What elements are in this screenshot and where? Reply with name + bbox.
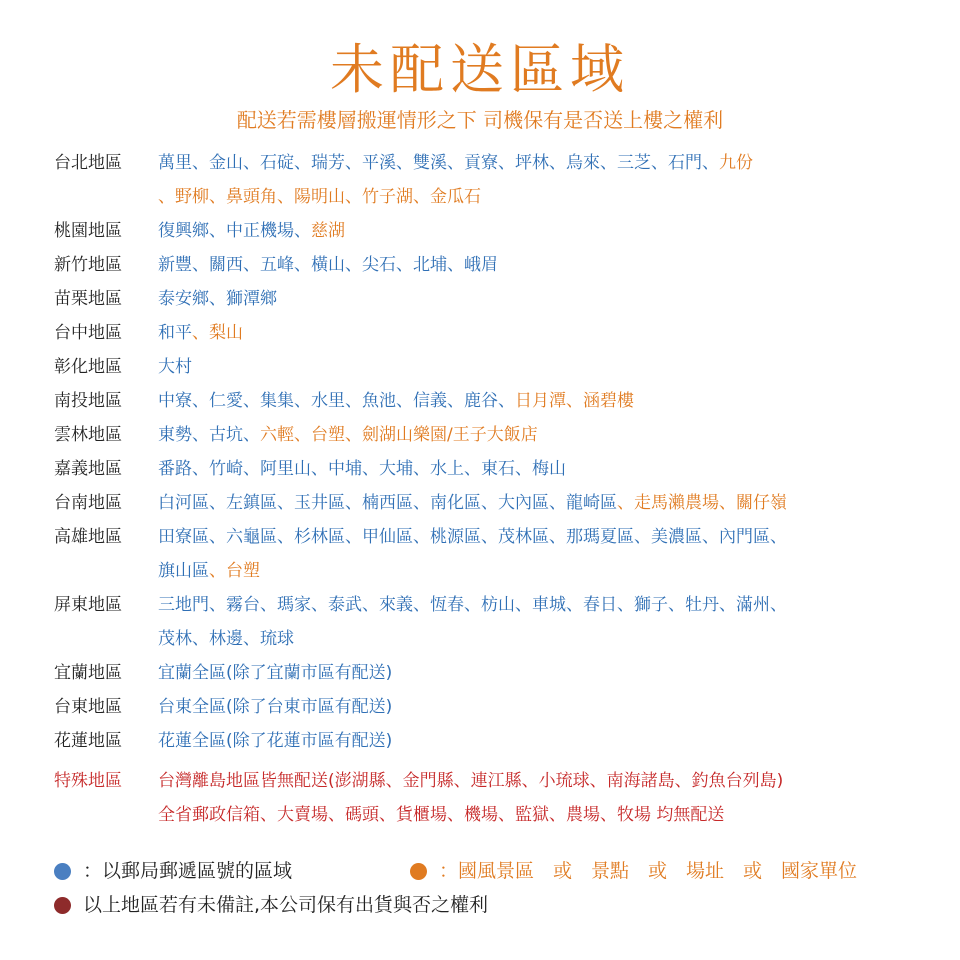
region-areas-line <box>158 764 934 798</box>
region-areas <box>158 520 934 588</box>
area-segment: 宜蘭全區(除了宜蘭市區有配送) <box>158 663 393 683</box>
area-segment: 萬里、金山、石碇、瑞芳、平溪、雙溪、貢寮、坪林、烏來、三芝、石門、 <box>158 153 719 173</box>
region-areas-line <box>158 214 934 248</box>
region-areas <box>158 486 934 520</box>
region-label: 特殊地區 <box>54 771 122 791</box>
legend <box>54 856 934 926</box>
region-areas-line <box>158 282 934 316</box>
region-areas-line <box>158 180 934 214</box>
region-row <box>54 214 934 248</box>
region-areas <box>158 418 934 452</box>
area-segment: 大村 <box>158 357 192 377</box>
area-segment: 新豐、關西、五峰、橫山、尖石、北埔、峨眉 <box>158 255 498 275</box>
area-segment: 三地門、霧台、瑪家、泰武、來義、恆春、枋山、車城、春日、獅子、牡丹、滿州、 <box>158 595 787 615</box>
region-row <box>54 520 934 588</box>
area-segment: 旗山區 <box>158 561 209 581</box>
region-label: 新竹地區 <box>54 255 122 275</box>
region-areas <box>158 452 934 486</box>
area-segment: 、台塑 <box>209 561 260 581</box>
region-label: 台南地區 <box>54 493 122 513</box>
area-segment: 、野柳、鼻頭角、陽明山、竹子湖、金瓜石 <box>158 187 481 207</box>
area-segment: 慈湖 <box>311 221 345 241</box>
region-label: 雲林地區 <box>54 425 122 445</box>
area-segment: 復興鄉、中正機場、 <box>158 221 311 241</box>
region-areas-line <box>158 690 934 724</box>
page-subtitle: 配送若需樓層搬運情形之下 司機保有是否送上樓之權利 <box>236 108 724 132</box>
legend-item-orange <box>410 856 857 886</box>
region-areas-line <box>158 486 934 520</box>
region-areas-line <box>158 452 934 486</box>
region-label: 桃園地區 <box>54 221 122 241</box>
region-row <box>54 656 934 690</box>
region-row <box>54 690 934 724</box>
region-label: 屏東地區 <box>54 595 122 615</box>
region-areas <box>158 724 934 758</box>
blue-dot-icon <box>54 863 71 880</box>
region-areas-line <box>158 384 934 418</box>
region-areas <box>158 214 934 248</box>
region-areas-line <box>158 248 934 282</box>
orange-dot-icon <box>410 863 427 880</box>
area-segment: 、梨山 <box>192 323 243 343</box>
region-areas <box>158 248 934 282</box>
region-row <box>54 282 934 316</box>
region-row <box>54 452 934 486</box>
legend-red-text: 以上地區若有未備註,本公司保有出貨與否之權利 <box>83 894 489 916</box>
page-title: 未配送區域 <box>330 38 630 101</box>
legend-item-blue <box>54 856 292 886</box>
region-areas-line <box>158 798 934 832</box>
region-row <box>54 486 934 520</box>
region-areas-line <box>158 418 934 452</box>
region-areas <box>158 690 934 724</box>
area-segment: 日月潭、涵碧樓 <box>515 391 634 411</box>
region-areas-line <box>158 588 934 622</box>
area-segment: 東勢、古坑、 <box>158 425 260 445</box>
area-segment: 茂林、林邊、琉球 <box>158 629 294 649</box>
region-areas <box>158 282 934 316</box>
area-segment: 九份 <box>719 153 753 173</box>
region-label: 宜蘭地區 <box>54 663 122 683</box>
region-label: 台北地區 <box>54 153 122 173</box>
region-areas <box>158 384 934 418</box>
region-row <box>54 764 934 832</box>
region-row <box>54 248 934 282</box>
legend-orange-text: ：國風景區 或 景點 或 場址 或 國家單位 <box>439 860 858 882</box>
region-areas-line <box>158 622 934 656</box>
legend-item-red <box>54 890 488 920</box>
legend-blue-text: ：以郵局郵遞區號的區域 <box>83 860 293 882</box>
region-label: 苗栗地區 <box>54 289 122 309</box>
red-dot-icon <box>54 897 71 914</box>
region-areas <box>158 764 934 832</box>
region-areas-line <box>158 520 934 554</box>
region-row <box>54 146 934 214</box>
region-label: 花蓮地區 <box>54 731 122 751</box>
region-label: 嘉義地區 <box>54 459 122 479</box>
region-label: 台中地區 <box>54 323 122 343</box>
region-areas <box>158 316 934 350</box>
region-label: 彰化地區 <box>54 357 122 377</box>
region-row <box>54 418 934 452</box>
region-label: 台東地區 <box>54 697 122 717</box>
region-areas <box>158 350 934 384</box>
region-label: 南投地區 <box>54 391 122 411</box>
area-segment: 台東全區(除了台東市區有配送) <box>158 697 393 717</box>
area-segment: 花蓮全區(除了花蓮市區有配送) <box>158 731 393 751</box>
region-row <box>54 588 934 656</box>
area-segment: 、走馬瀨農場、關仔嶺 <box>617 493 787 513</box>
region-areas-line <box>158 554 934 588</box>
area-segment: 番路、竹崎、阿里山、中埔、大埔、水上、東石、梅山 <box>158 459 566 479</box>
region-areas <box>158 146 934 214</box>
area-segment: 泰安鄉、獅潭鄉 <box>158 289 277 309</box>
region-row <box>54 724 934 758</box>
area-segment: 六輕、台塑、劍湖山樂園/王子大飯店 <box>260 425 538 445</box>
region-areas <box>158 656 934 690</box>
area-segment: 台灣離島地區皆無配送(澎湖縣、金門縣、連江縣、小琉球、南海諸島、釣魚台列島) <box>158 771 784 791</box>
region-areas <box>158 588 934 656</box>
area-segment: 中寮、仁愛、集集、水里、魚池、信義、鹿谷、 <box>158 391 515 411</box>
region-label: 高雄地區 <box>54 527 122 547</box>
region-row <box>54 350 934 384</box>
region-areas-line <box>158 724 934 758</box>
region-areas-line <box>158 350 934 384</box>
region-areas-line <box>158 656 934 690</box>
region-list <box>54 146 934 832</box>
region-row <box>54 316 934 350</box>
area-segment: 和平 <box>158 323 192 343</box>
area-segment: 田寮區、六龜區、杉林區、甲仙區、桃源區、茂林區、那瑪夏區、美濃區、內門區、 <box>158 527 787 547</box>
area-segment: 白河區、左鎮區、玉井區、楠西區、南化區、大內區、龍崎區 <box>158 493 617 513</box>
region-row <box>54 384 934 418</box>
region-areas-line <box>158 316 934 350</box>
area-segment: 全省郵政信箱、大賣場、碼頭、貨櫃場、機場、監獄、農場、牧場 均無配送 <box>158 805 725 825</box>
region-areas-line <box>158 146 934 180</box>
